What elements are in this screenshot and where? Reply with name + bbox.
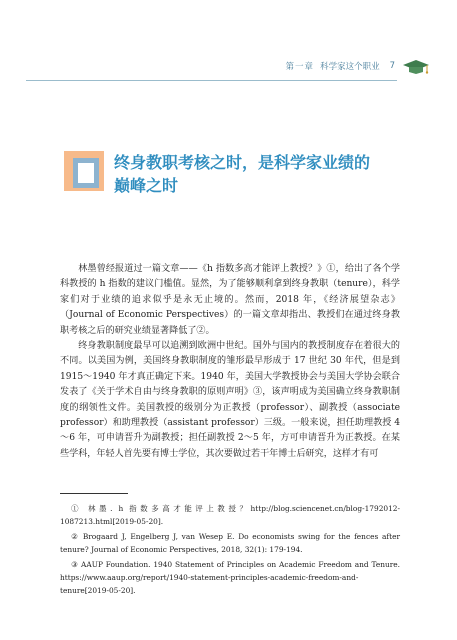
- header-rule: [26, 80, 397, 81]
- footnote-divider: [60, 493, 128, 494]
- chapter-number: 第一章: [285, 62, 315, 72]
- footnote: ② Brogaard J, Engelberg J, van Wesep E. Do economists swing for the fences after tenure? Journal of Economic Perspectives, 2018, 32(1): 179-194.: [60, 532, 400, 554]
- footnote: ① 林墨. h 指数多高才能评上教授？http://blog.sciencenet.cn/blog-1792012-1087213.html[2019-05-20].: [60, 504, 400, 526]
- section-heading: [64, 147, 414, 207]
- footnote: ③ AAUP Foundation. 1940 Statement of Principles on Academic Freedom and Tenure. https://www.aaup.org/report/1940-statement-principles-academic-freedom-and-tenure[2019-05-20].: [60, 560, 400, 595]
- section-title-line2: 巅峰之时: [114, 176, 179, 195]
- chapter-title: 科学家这个职业: [320, 62, 380, 72]
- graduation-cap-icon: [401, 56, 431, 76]
- footnotes: [60, 503, 400, 600]
- paragraph: 林墨曾经报道过一篇文章——《h 指数多高才能评上教授？》①，给出了各个学科教授的 h 指数的建议门槛值。显然，为了能够顺利拿到终身教职（tenure），科学家们对于业绩的追求似乎是永无止境的。然而，2018 年，《经济展望杂志》（Journal of Economic Perspectives）的一篇文章却指出、教授们在通过终身教职考核之后的研究业绩显著降低了②。: [60, 264, 400, 336]
- body-text: [60, 262, 400, 462]
- running-header: [286, 56, 431, 76]
- title-decoration: [64, 147, 110, 197]
- page-number: 7: [389, 61, 395, 71]
- section-title: [114, 151, 414, 197]
- paragraph: 终身教职制度最早可以追溯到欧洲中世纪。国外与国内的教授制度存在着很大的不同。以美国为例，美国终身教职制度的雏形最早形成于 17 世纪 30 年代，但是到 1915～1940 年才真正确定下来。1940 年，美国大学教授协会与美国大学协会联合发表了《关于学术自由与终身教职的原则声明》③，该声明成为美国确立终身教职制度的纲领性文件。美国教授的级别分为正教授（professor）、副教授（associate professor）和助理教授（assistant professor）三级。一般来说，担任助理教授 4～6 年，可申请晋升为副教授；担任副教授 2～5 年，方可申请晋升为正教授。在某些学科，年轻人首先要有博士学位，其次要做过若干年博士后研究，这样才有可: [60, 341, 400, 459]
- section-title-line1: 终身教职考核之时，是科学家业绩的: [114, 153, 371, 172]
